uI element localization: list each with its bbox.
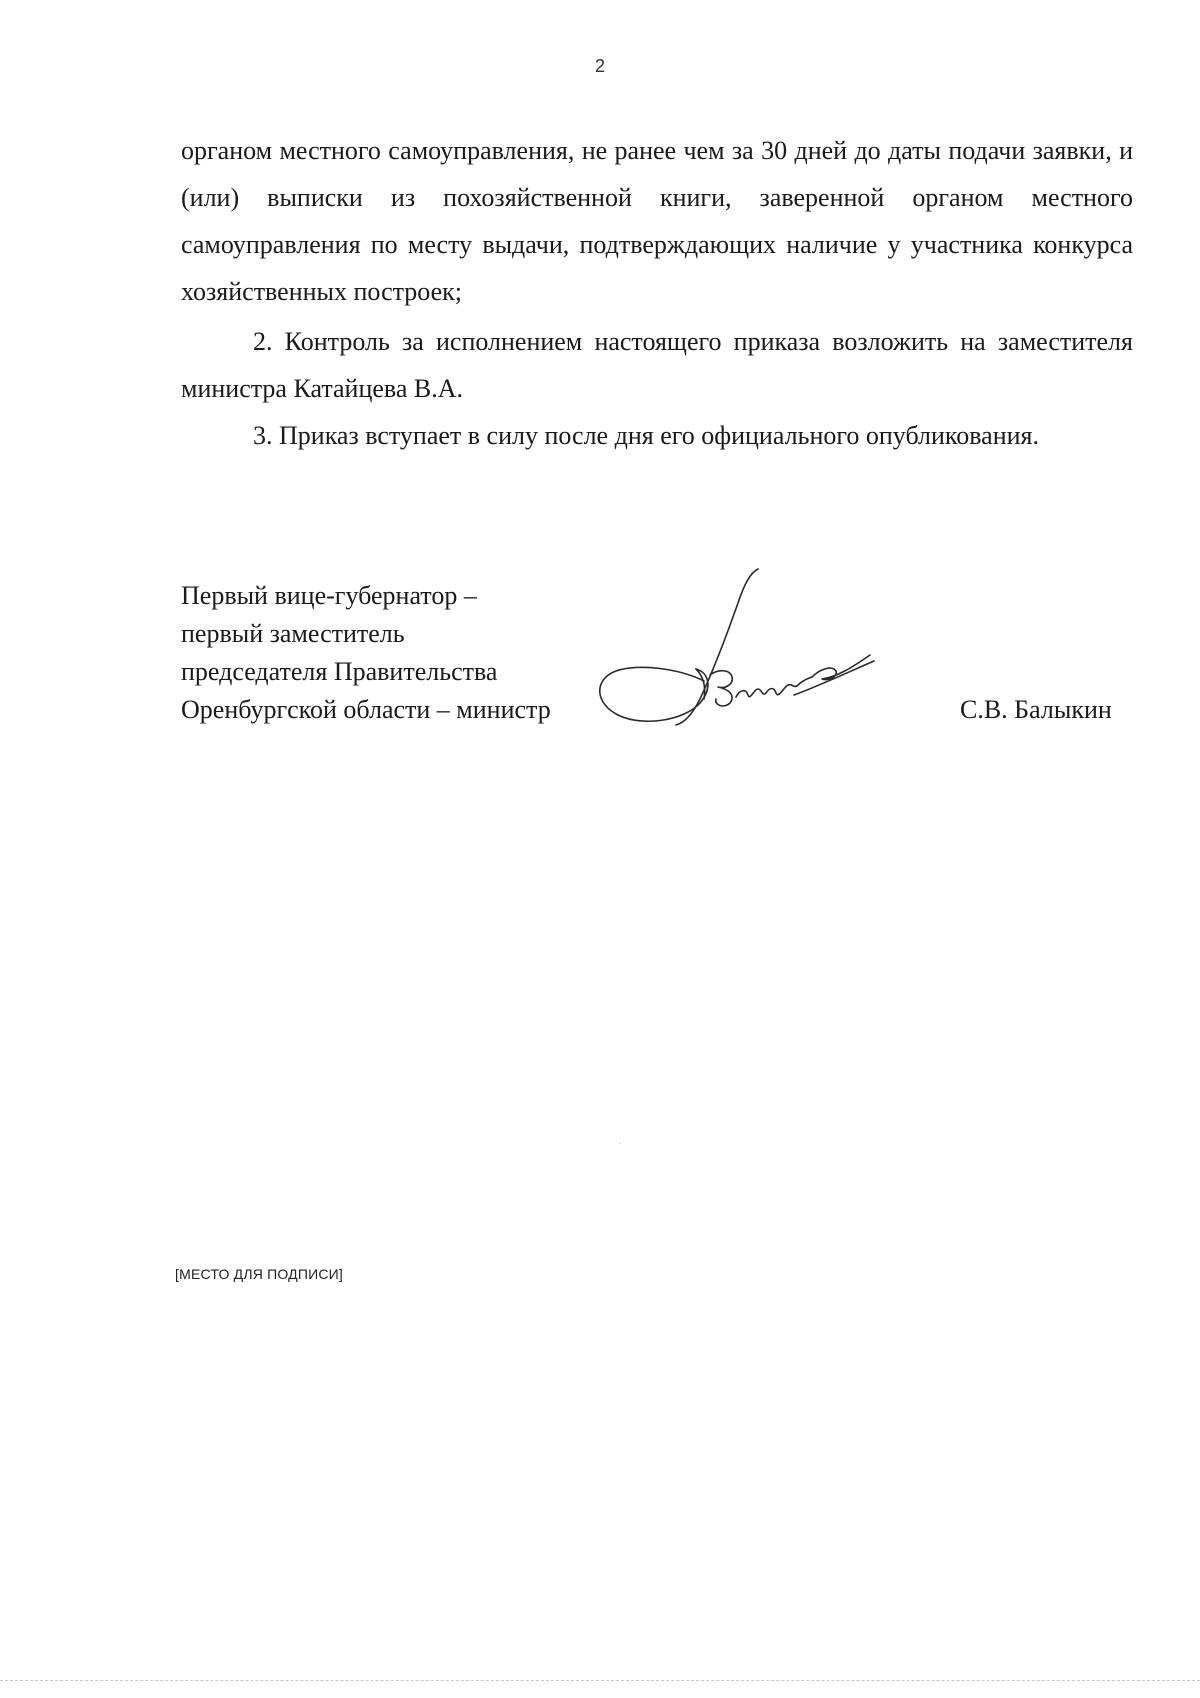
paragraph-2-text: 2. Контроль за исполнением настоящего приказа возложить на заместителя министра Катайцева В.А. [181,327,1133,403]
paragraph-3-text: 3. Приказ вступает в силу после дня его официального опубликования. [253,421,1039,450]
handwritten-signature-icon [580,565,880,745]
paragraph-effective [181,412,1133,459]
signatory-title [181,577,551,729]
signatory-title-line: Первый вице-губернатор – [181,581,477,610]
signatory-name: С.В. Балыкин [960,695,1112,724]
page-number: 2 [594,56,605,76]
paragraph-continuation [181,127,1133,315]
signatory-title-line: председателя Правительства [181,657,498,686]
scan-speck [620,1143,621,1144]
paragraph-control [181,318,1133,412]
signature-placeholder: [МЕСТО ДЛЯ ПОДПИСИ] [175,1266,344,1282]
signatory-title-line: первый заместитель [181,619,405,648]
signatory-title-line: Оренбургской области – министр [181,695,551,724]
paragraph-1-text: органом местного самоуправления, не ранее чем за 30 дней до даты подачи заявки, и (или) выписки из похозяйственной книги, заверенной органом местного самоуправления по месту выдачи, подтверждающих наличие у участника конкурса хозяйственных построек; [181,136,1133,306]
scan-edge-rule [0,1680,1200,1681]
